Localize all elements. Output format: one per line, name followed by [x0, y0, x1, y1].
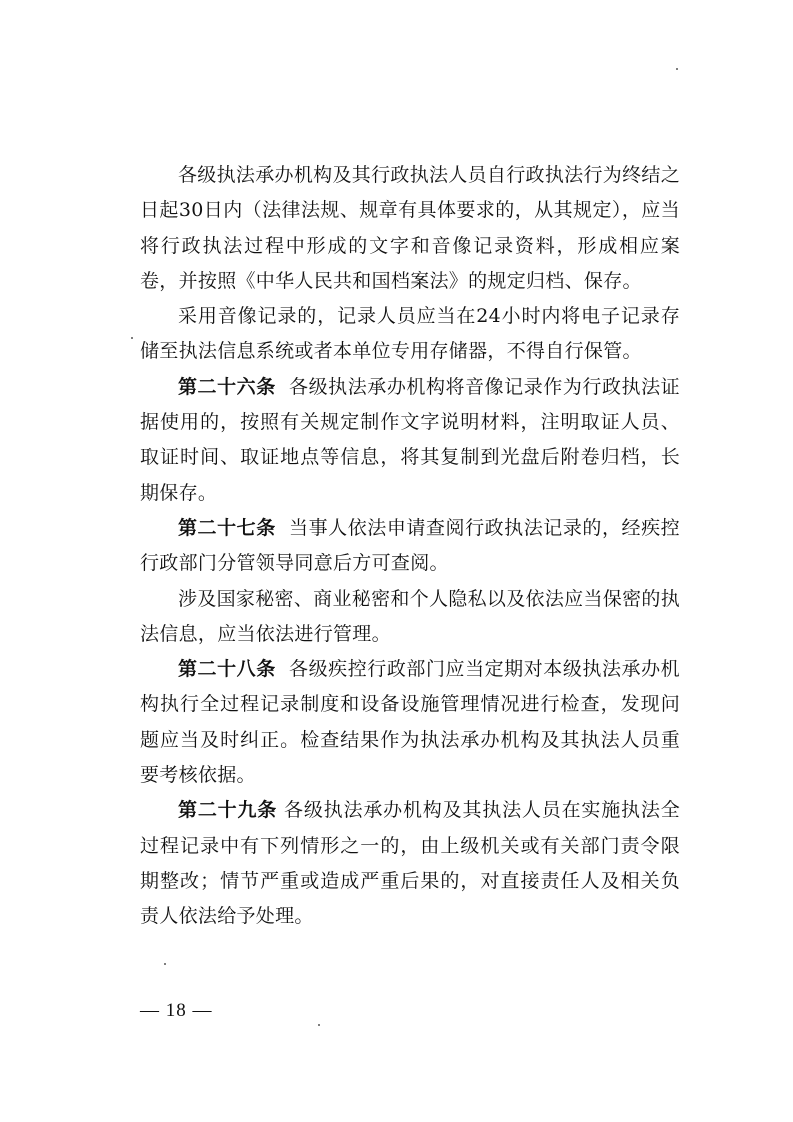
article-heading: 第二十八条: [178, 658, 276, 681]
paragraph-text: 采用音像记录的，记录人员应当在24小时内将电子记录存储至执法信息系统或者本单位专用存储器，不得自行保管。: [140, 305, 680, 363]
paragraph: [140, 582, 680, 653]
paragraph: [140, 370, 680, 511]
scan-speck: [131, 337, 133, 339]
scan-speck: [164, 963, 166, 965]
page-number: — 18 —: [140, 1000, 213, 1021]
paragraph: [140, 511, 680, 582]
paragraph-text: 各级执法承办机构将音像记录作为行政执法证据使用的，按照有关规定制作文字说明材料，注明取证人员、取证时间、取证地点等信息，将其复制到光盘后附卷归档，长期保存。: [140, 375, 680, 504]
paragraph: [140, 652, 680, 793]
paragraph-text: 当事人依法申请查阅行政执法记录的，经疾控行政部门分管领导同意后方可查阅。: [140, 516, 680, 575]
paragraph-text: 涉及国家秘密、商业秘密和个人隐私以及依法应当保密的执法信息，应当依法进行管理。: [140, 587, 680, 645]
document-body: [140, 158, 680, 935]
paragraph: [140, 299, 680, 370]
scan-speck: [318, 1024, 320, 1026]
scan-speck: [676, 68, 678, 70]
paragraph-text: 各级执法承办机构及其执法人员在实施执法全过程记录中有下列情形之一的，由上级机关或有关部门责令限期整改；情节严重或造成严重后果的，对直接责任人及相关负责人依法给予处理。: [140, 799, 680, 928]
paragraph-text: 各级执法承办机构及其行政执法人员自行政执法行为终结之日起30日内（法律法规、规章有具体要求的，从其规定），应当将行政执法过程中形成的文字和音像记录资料，形成相应案卷，并按照《中华人民共和国档案法》的规定归档、保存。: [140, 164, 680, 292]
article-heading: 第二十九条: [178, 799, 278, 822]
paragraph-text: 各级疾控行政部门应当定期对本级执法承办机构执行全过程记录制度和设备设施管理情况进行检查，发现问题应当及时纠正。检查结果作为执法承办机构及其执法人员重要考核依据。: [140, 658, 680, 787]
paragraph: [140, 793, 680, 934]
paragraph: [140, 158, 680, 299]
article-heading: 第二十七条: [178, 516, 276, 539]
article-heading: 第二十六条: [178, 375, 276, 398]
